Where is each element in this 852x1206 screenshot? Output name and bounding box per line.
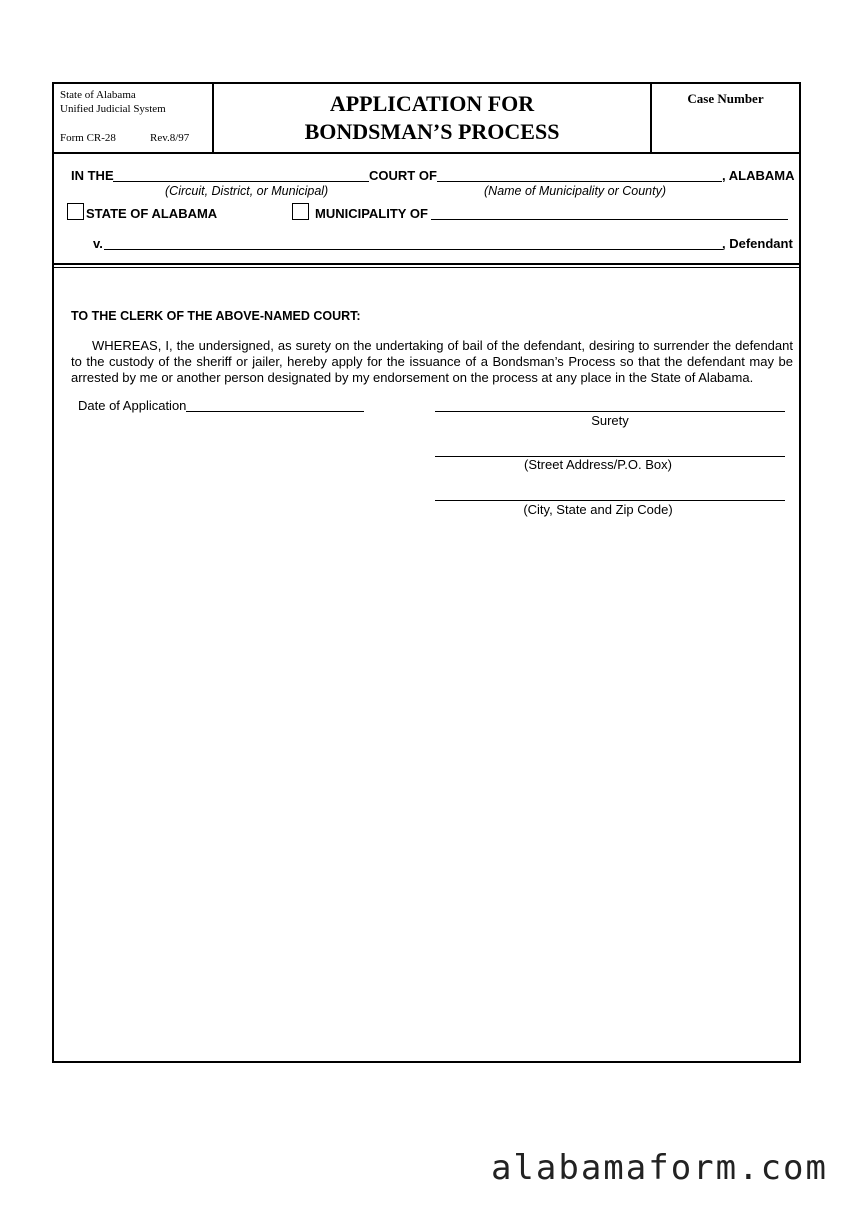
- surety-signature-field[interactable]: [435, 411, 785, 412]
- title-line-2: BONDSMAN’S PROCESS: [304, 119, 560, 144]
- court-type-field[interactable]: [113, 181, 369, 182]
- case-number-label: Case Number: [687, 91, 764, 106]
- municipality-hint: (Name of Municipality or County): [484, 184, 667, 198]
- date-label: Date of Application: [78, 398, 187, 413]
- caption-rule-bottom: [52, 267, 801, 268]
- case-number-field[interactable]: [656, 110, 796, 148]
- caption-rule-top: [52, 263, 801, 265]
- state-label: State of Alabama: [60, 89, 136, 101]
- state-of-alabama-checkbox[interactable]: [67, 203, 84, 220]
- form-number: Form CR-28: [60, 132, 116, 144]
- municipality-county-field[interactable]: [437, 181, 722, 182]
- court-type-hint: (Circuit, District, or Municipal): [165, 184, 329, 198]
- state-of-alabama-label: STATE OF ALABAMA: [86, 206, 218, 221]
- court-of-label: COURT OF: [369, 168, 437, 183]
- city-state-zip-field[interactable]: [435, 500, 785, 501]
- application-paragraph: WHEREAS, I, the undersigned, as surety on the undertaking of bail of the defendant, desiring to surrender the defendant to the custody of the sheriff or jailer, hereby apply for the issuance of a Bondsman’s Process so that the defendant may be arrested by me or another person designated by my endorsement on the process at any place in the State of Alabama.: [71, 338, 793, 385]
- municipality-of-label: MUNICIPALITY OF: [315, 206, 428, 221]
- header-bottom-rule: [52, 152, 801, 154]
- street-address-label: (Street Address/P.O. Box): [524, 457, 672, 472]
- title-line-1: APPLICATION FOR: [329, 91, 535, 116]
- form-frame: [52, 82, 801, 1063]
- defendant-name-field[interactable]: [104, 249, 723, 250]
- form-title: [214, 90, 650, 146]
- municipality-name-field[interactable]: [431, 219, 788, 220]
- salutation: TO THE CLERK OF THE ABOVE-NAMED COURT:: [71, 309, 361, 323]
- city-state-zip-label: (City, State and Zip Code): [523, 502, 673, 517]
- versus-label: v.: [93, 236, 103, 251]
- defendant-label: , Defendant: [722, 236, 793, 251]
- municipality-checkbox[interactable]: [292, 203, 309, 220]
- in-the-label: IN THE: [71, 168, 114, 183]
- system-label: Unified Judicial System: [60, 103, 166, 115]
- form-revision: Rev.8/97: [150, 132, 190, 144]
- alabama-label: , ALABAMA: [722, 168, 795, 183]
- site-watermark: alabamaform.com: [490, 1148, 828, 1188]
- surety-label: Surety: [591, 413, 629, 428]
- date-field[interactable]: [186, 411, 364, 412]
